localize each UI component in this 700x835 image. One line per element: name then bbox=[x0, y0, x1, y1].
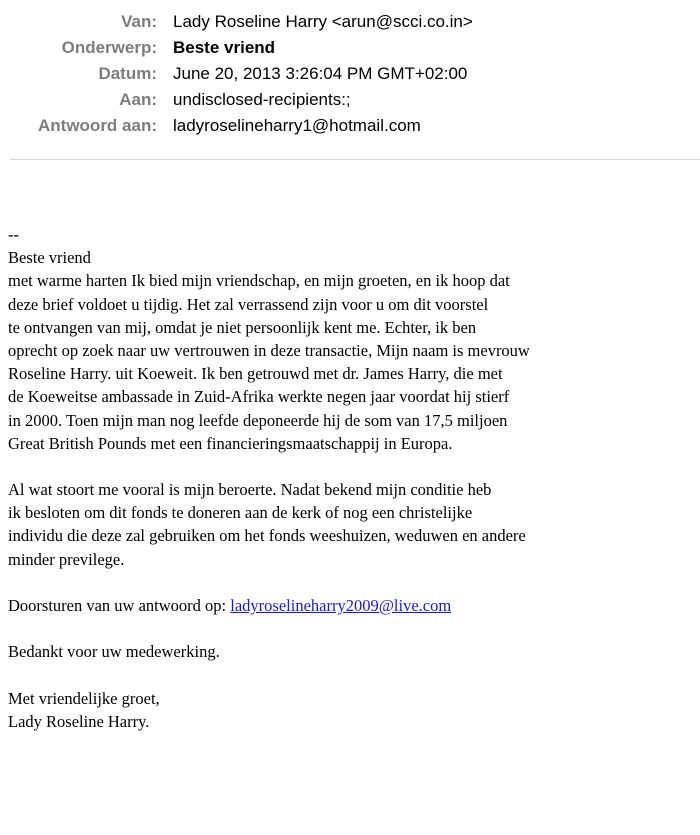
greeting: Beste vriend bbox=[8, 248, 91, 268]
paragraph-line: minder previlege. bbox=[8, 549, 125, 569]
paragraph-line: individu die deze zal gebruiken om het fonds weeshuizen, weduwen en andere bbox=[8, 526, 526, 546]
email-headers bbox=[0, 9, 700, 139]
header-date-label: Datum: bbox=[98, 64, 157, 83]
header-to-value[interactable]: undisclosed-recipients:; bbox=[173, 90, 351, 109]
paragraph-2 bbox=[8, 478, 698, 571]
blank-line bbox=[8, 617, 698, 640]
header-to-label: Aan: bbox=[119, 90, 157, 109]
paragraph-line: in 2000. Toen mijn man nog leefde deponeerde hij de som van 17,5 miljoen bbox=[8, 410, 508, 430]
paragraph-line: met warme harten Ik bied mijn vriendschap, en mijn groeten, en ik hoop dat bbox=[8, 271, 510, 291]
header-subject-row bbox=[0, 35, 700, 61]
header-from-label: Van: bbox=[121, 12, 157, 31]
paragraph-line: oprecht op zoek naar uw vertrouwen in deze transactie, Mijn naam is mevrouw bbox=[8, 340, 530, 360]
header-reply-to-value[interactable]: ladyroselineharry1@hotmail.com bbox=[173, 116, 421, 135]
header-reply-to-label: Antwoord aan: bbox=[38, 116, 157, 135]
closing-line: Met vriendelijke groet, bbox=[8, 688, 160, 708]
forward-label: Doorsturen van uw antwoord op: bbox=[8, 596, 231, 615]
header-to-row bbox=[0, 87, 700, 113]
header-divider bbox=[10, 159, 700, 160]
blank-line bbox=[8, 455, 698, 478]
header-subject-value: Beste vriend bbox=[173, 38, 276, 57]
paragraph-line: te ontvangen van mij, omdat je niet persoonlijk kent me. Echter, ik ben bbox=[8, 317, 477, 337]
paragraph-line: de Koeweitse ambassade in Zuid-Afrika werkte negen jaar voordat hij stierf bbox=[8, 387, 510, 407]
paragraph-1 bbox=[8, 269, 698, 455]
header-reply-to-row bbox=[0, 113, 700, 139]
paragraph-line: deze brief voldoet u tijdig. Het zal verrassend zijn voor u om dit voorstel bbox=[8, 294, 489, 314]
signature-separator: -- bbox=[8, 225, 19, 244]
signature-line: Lady Roseline Harry. bbox=[8, 711, 150, 731]
header-subject-label: Onderwerp: bbox=[61, 38, 157, 57]
email-body bbox=[8, 223, 698, 733]
header-from-value[interactable]: Lady Roseline Harry <arun@scci.co.in> bbox=[173, 12, 473, 31]
blank-line bbox=[8, 664, 698, 687]
header-date-row bbox=[0, 61, 700, 87]
paragraph-line: Great British Pounds met een financieringsmaatschappij in Europa. bbox=[8, 433, 453, 453]
thanks-line: Bedankt voor uw medewerking. bbox=[8, 642, 220, 662]
paragraph-line: Roseline Harry. uit Koeweit. Ik ben getrouwd met dr. James Harry, die met bbox=[8, 364, 503, 384]
header-from-row bbox=[0, 9, 700, 35]
blank-line bbox=[8, 571, 698, 594]
forward-line bbox=[8, 594, 698, 617]
paragraph-line: ik besloten om dit fonds te doneren aan de kerk of nog een christelijke bbox=[8, 503, 473, 523]
paragraph-line: Al wat stoort me vooral is mijn beroerte. Nadat bekend mijn conditie heb bbox=[8, 480, 492, 500]
forward-email-link[interactable]: ladyroselineharry2009@live.com bbox=[230, 596, 452, 615]
header-date-value: June 20, 2013 3:26:04 PM GMT+02:00 bbox=[173, 64, 468, 83]
